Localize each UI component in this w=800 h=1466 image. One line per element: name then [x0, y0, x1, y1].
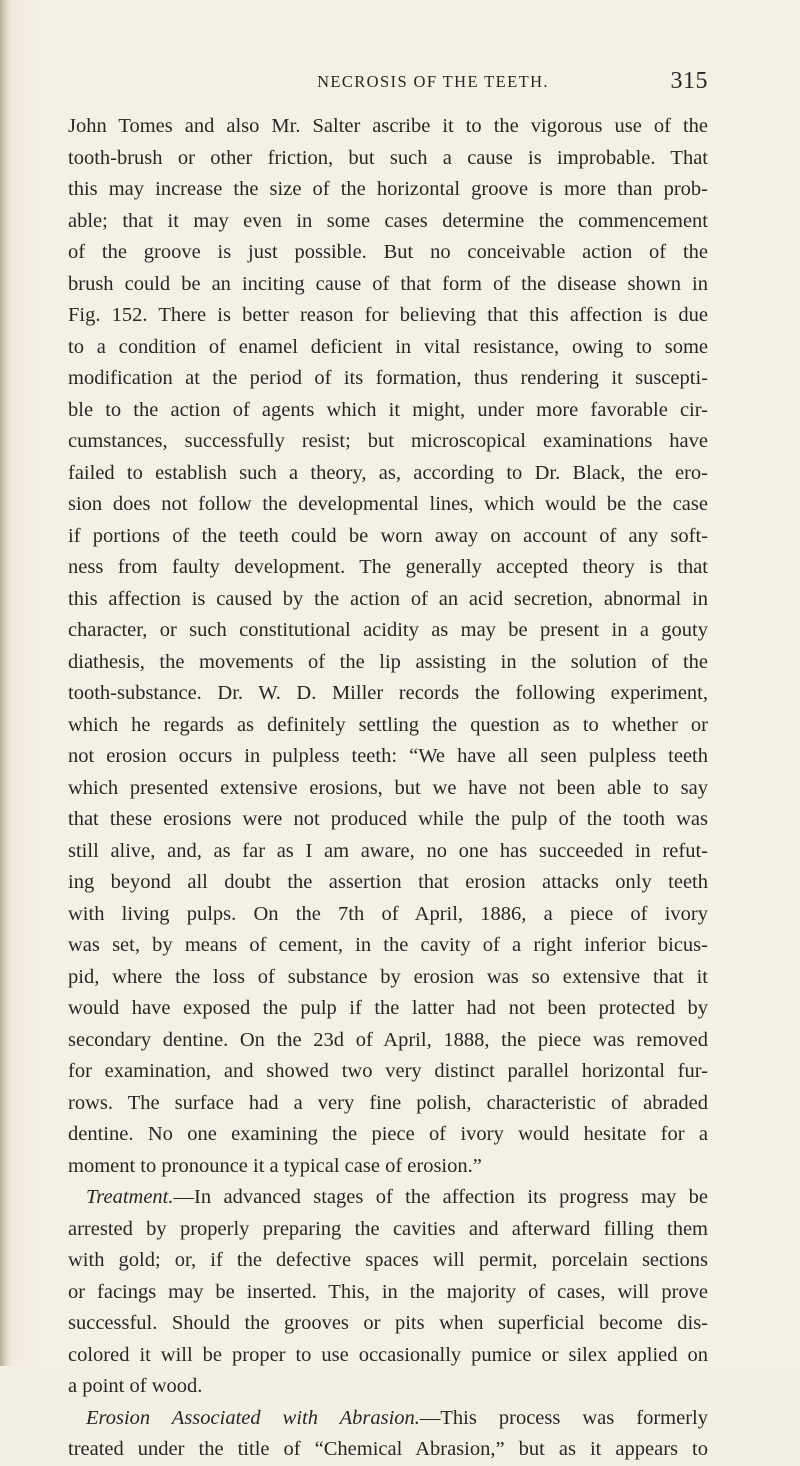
- text-line: was set, by means of cement, in the cavity of a right inferior bicus-: [68, 934, 708, 956]
- text-line: ble to the action of agents which it might, under more favorable cir-: [68, 398, 708, 421]
- text-line: cumstances, successfully resist; but microscopical examinations have: [68, 430, 708, 452]
- text-line: diathesis, the movements of the lip assisting in the solution of the: [68, 650, 708, 673]
- text-line: ness from faulty development. The generally accepted theory is that: [68, 556, 708, 578]
- text-line: tooth-substance. Dr. W. D. Miller records the following experiment,: [68, 682, 708, 704]
- text-line: character, or such constitutional acidity as may be present in a gouty: [68, 619, 708, 641]
- treatment-paragraph-first-line: [68, 1182, 708, 1214]
- erosion-heading: Erosion Associated with Abrasion.: [86, 1406, 420, 1429]
- text-line: —This process was formerly: [419, 1406, 708, 1429]
- text-line: to a condition of enamel deficient in vital resistance, owing to some: [68, 335, 708, 358]
- text-line: would have exposed the pulp if the latter had not been protected by: [68, 997, 708, 1019]
- text-line: with living pulps. On the 7th of April, 1886, a piece of ivory: [68, 902, 708, 925]
- text-line: with gold; or, if the defective spaces will permit, porcelain sections: [68, 1249, 708, 1271]
- text-line: failed to establish such a theory, as, according to Dr. Black, the ero-: [68, 461, 708, 484]
- text-line: for examination, and showed two very distinct parallel horizontal fur-: [68, 1060, 708, 1082]
- text-line: secondary dentine. On the 23d of April, 1888, the piece was removed: [68, 1028, 708, 1051]
- text-line: a point of wood.: [68, 1375, 203, 1397]
- text-line: or facings may be inserted. This, in the majority of cases, will prove: [68, 1280, 708, 1303]
- text-line: of the groove is just possible. But no conceivable action of the: [68, 241, 708, 263]
- text-line: able; that it may even in some cases determine the commencement: [68, 209, 708, 232]
- page-number: 315: [670, 68, 708, 94]
- text-line: treated under the title of “Chemical Abrasion,” but as it appears to: [68, 1438, 708, 1460]
- text-line: which he regards as definitely settling the question as to whether or: [68, 713, 708, 736]
- text-line: this affection is caused by the action of an acid secretion, abnormal in: [68, 587, 708, 610]
- text-line: ing beyond all doubt the assertion that erosion attacks only teeth: [68, 871, 708, 893]
- body-text: [68, 111, 708, 1466]
- text-line: tooth-brush or other friction, but such a cause is improbable. That: [68, 146, 708, 169]
- text-line: that these erosions were not produced while the pulp of the tooth was: [68, 808, 708, 830]
- text-line: arrested by properly preparing the cavities and afterward filling them: [68, 1217, 708, 1240]
- text-line: dentine. No one examining the piece of ivory would hesitate for a: [68, 1123, 708, 1145]
- treatment-heading: Treatment.: [86, 1186, 174, 1208]
- text-line: sion does not follow the developmental lines, which would be the case: [68, 493, 708, 515]
- text-line: rows. The surface had a very fine polish, characteristic of abraded: [68, 1091, 708, 1114]
- text-line: still alive, and, as far as I am aware, no one has succeeded in refut-: [68, 839, 708, 862]
- page-spine-shadow: [0, 0, 10, 1366]
- text-line: Fig. 152. There is better reason for believing that this affection is due: [68, 304, 708, 326]
- running-head: [68, 64, 708, 98]
- text-line: successful. Should the grooves or pits when superficial become dis-: [68, 1312, 708, 1334]
- text-line: colored it will be proper to use occasionally pumice or silex applied on: [68, 1343, 708, 1366]
- running-title: NECROSIS OF THE TEETH.: [317, 72, 549, 91]
- erosion-paragraph-first-line: [68, 1403, 708, 1435]
- text-line: John Tomes and also Mr. Salter ascribe it to the vigorous use of the: [68, 115, 708, 137]
- text-line: brush could be an inciting cause of that form of the disease shown in: [68, 272, 708, 295]
- text-line: this may increase the size of the horizontal groove is more than prob-: [68, 178, 708, 200]
- text-line: moment to pronounce it a typical case of erosion.”: [68, 1154, 482, 1177]
- text-line: if portions of the teeth could be worn away on account of any soft-: [68, 524, 708, 547]
- text-line: which presented extensive erosions, but we have not been able to say: [68, 776, 708, 799]
- text-line: not erosion occurs in pulpless teeth: “We have all seen pulpless teeth: [68, 745, 708, 767]
- text-line: pid, where the loss of substance by erosion was so extensive that it: [68, 965, 708, 988]
- text-line: modification at the period of its formation, thus rendering it suscepti-: [68, 367, 708, 389]
- text-line: —In advanced stages of the affection its progress may be: [173, 1186, 708, 1208]
